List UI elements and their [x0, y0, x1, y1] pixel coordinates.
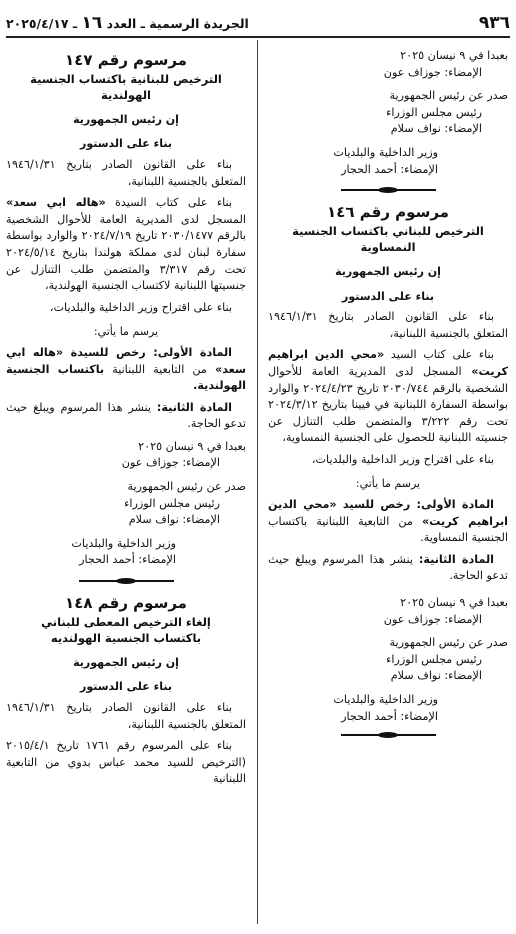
signature-block-prev: [268, 48, 508, 178]
page-header: [6, 12, 510, 34]
column-divider: [257, 40, 258, 924]
pm-title: رئيس مجلس الوزراء: [386, 652, 482, 666]
constitution-heading: بناء على الدستور: [80, 680, 172, 694]
constitution-heading: بناء على الدستور: [80, 137, 172, 151]
decree-146-article-2: المادة الثانية: ينشر هذا المرسوم ويبلغ حيث تدعو الحاجة.: [268, 552, 508, 583]
section-separator: [79, 577, 174, 585]
decree-146-title: مرسوم رقم ١٤٦: [327, 203, 449, 222]
president-heading: إن رئيس الجمهورية: [73, 655, 179, 669]
decree-148-title: مرسوم رقم ١٤٨: [65, 594, 187, 613]
minister-title: وزير الداخلية والبلديات: [333, 693, 438, 706]
minister-signature: الإمضاء: أحمد الحجار: [341, 709, 438, 723]
decree-147-article-2: المادة الثانية: ينشر هذا المرسوم ويبلغ حيث تدعو الحاجة.: [6, 400, 246, 431]
decree-147-para-letter: بناء على كتاب السيدة «هاله ابي سعد» المسجل لدى المديرية العامة للأحوال الشخصية بالرقم ٢٠٣٠/١٤٧٧ تاريخ ٢٠٢٤/٧/١٩ والوارد بواسطة سفارة لبنان لدى مملكة هولندا بتاريخ ٢٠٢٤/٥/١٤ تحت رقم ٣/٣١٧ والمتضمن طلب التنازل عن جنسيتها اللبنانية لاكتساب الجنسية الهولندية،: [6, 196, 246, 293]
president-signature: الإمضاء: جوزاف عون: [121, 456, 220, 470]
decree-148-subtitle-1: إلغاء الترخيص المعطى للبناني: [41, 614, 211, 629]
decree-146-para-law: بناء على القانون الصادر بتاريخ ١٩٤٦/١/٣١ المتعلق بالجنسية اللبنانية،: [268, 310, 508, 340]
decree-148-para-decree: بناء على المرسوم رقم ١٧٦١ تاريخ ٢٠١٥/٤/١ (الترخيص للسيد محمد عباس بدوي من التابعية اللبنانية: [6, 739, 246, 786]
decree-146-para-letter: بناء على كتاب السيد «محي الدين ابراهيم كريت» المسجل لدى المديرية العامة للأحوال الشخصية بالرقم ٢٠٣٠/٧٤٤ تاريخ ٢٠٢٤/٤/٢٣ والوارد بواسطة السفارة اللبنانية في فيينا بتاريخ ٢٠٢٤/٣/١٢ تحت رقم ٣/٢٢٢ والمتضمن طلب التنازل عن جنسيته اللبنانية للحصول على الجنسية النمساوية،: [268, 348, 509, 445]
gazette-issue-line: [6, 13, 249, 33]
pm-title: رئيس مجلس الوزراء: [386, 105, 482, 119]
issued-by: صدر عن رئيس الجمهورية: [389, 636, 508, 650]
issue-date: ـ ٢٠٢٥/٤/١٧: [6, 16, 78, 31]
decree-148-para-law: بناء على القانون الصادر بتاريخ ١٩٤٦/١/٣١ المتعلق بالجنسية اللبنانية،: [6, 701, 246, 731]
issued-by: صدر عن رئيس الجمهورية: [389, 89, 508, 103]
pm-signature: الإمضاء: نواف سلام: [390, 122, 482, 136]
applicant-name: «هاله ابي سعد»: [6, 196, 106, 210]
decree-147-para-proposal: بناء على اقتراح وزير الداخلية والبلديات،: [49, 300, 232, 314]
president-signature: الإمضاء: جوزاف عون: [383, 65, 482, 79]
issued-by: صدر عن رئيس الجمهورية: [127, 480, 246, 494]
president-heading: إن رئيس الجمهورية: [335, 264, 441, 278]
pm-signature: الإمضاء: نواف سلام: [390, 669, 482, 683]
minister-title: وزير الداخلية والبلديات: [71, 536, 176, 550]
minister-title: وزير الداخلية والبلديات: [333, 145, 438, 159]
right-column: [268, 48, 508, 749]
minister-signature: الإمضاء: أحمد الحجار: [79, 553, 176, 567]
decrees-heading: يرسم ما يأتي:: [93, 325, 159, 339]
decrees-heading: يرسم ما يأتي:: [355, 477, 421, 491]
page-number: ٩٣٦: [478, 13, 510, 33]
decree-148-subtitle-2: باكتساب الجنسية الهولنديه: [50, 631, 202, 646]
constitution-heading: بناء على الدستور: [342, 289, 434, 303]
date-line: بعبدا في ٩ نيسان ٢٠٢٥: [400, 596, 508, 610]
minister-signature: الإمضاء: أحمد الحجار: [341, 162, 438, 176]
applicant-name: «محي الدين ابراهيم كريت»: [268, 348, 508, 378]
decree-147-article-1: المادة الأولى: رخص للسيدة «هاله ابي سعد» من التابعية اللبنانية باكتساب الجنسية الهولندية.: [6, 345, 246, 393]
decree-146-para-proposal: بناء على اقتراح وزير الداخلية والبلديات،: [311, 452, 494, 466]
decree-147-title: مرسوم رقم ١٤٧: [65, 51, 187, 69]
decree-147-subtitle: الترخيص للبنانية باكتساب الجنسية الهولندية: [30, 71, 222, 103]
pm-title: رئيس مجلس الوزراء: [124, 496, 220, 510]
date-line: بعبدا في ٩ نيسان ٢٠٢٥: [400, 49, 508, 62]
section-separator: [341, 731, 436, 739]
decree-146-article-1: المادة الأولى: رخص للسيد «محي الدين ابراهيم كريت» من التابعية اللبنانية باكتساب الجنسية النمساوية.: [268, 498, 508, 545]
president-heading: إن رئيس الجمهورية: [73, 112, 179, 126]
gazette-name: الجريدة الرسمية ـ العدد: [106, 16, 249, 31]
president-signature: الإمضاء: جوزاف عون: [383, 612, 482, 626]
section-separator: [341, 186, 436, 194]
date-line: بعبدا في ٩ نيسان ٢٠٢٥: [138, 439, 246, 453]
decree-146-subtitle: الترخيص للبناني باكتساب الجنسية النمساوية: [292, 223, 484, 255]
left-column: [6, 48, 246, 793]
decree-147-signatures: [6, 439, 246, 569]
header-rule: [6, 36, 510, 38]
decree-147-para-law: بناء على القانون الصادر بتاريخ ١٩٤٦/١/٣١ المتعلق بالجنسية اللبنانية،: [6, 157, 246, 188]
pm-signature: الإمضاء: نواف سلام: [128, 513, 220, 527]
decree-146-signatures: [268, 595, 508, 725]
issue-number: ١٦: [81, 13, 103, 33]
